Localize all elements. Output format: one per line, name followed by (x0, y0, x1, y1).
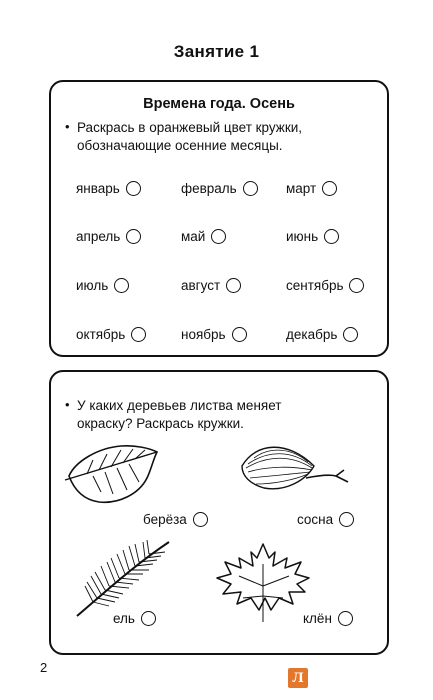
month-label: ноябрь (181, 326, 226, 342)
month-label: январь (76, 180, 120, 196)
month-circle[interactable] (211, 229, 226, 244)
page-title: Занятие 1 (173, 42, 260, 61)
month-circle[interactable] (131, 327, 146, 342)
month-item (181, 178, 258, 198)
month-circle[interactable] (114, 278, 129, 293)
tree-label: клён (303, 610, 332, 626)
month-label: апрель (76, 228, 121, 244)
tree-item (143, 509, 208, 529)
month-circle[interactable] (322, 181, 337, 196)
month-item (181, 324, 247, 344)
month-label: сентябрь (286, 277, 344, 293)
month-item (286, 275, 364, 295)
month-item (76, 178, 141, 198)
maple-leaf-icon (209, 540, 317, 626)
tree-item (297, 509, 354, 529)
card-heading: Времена года. Осень (143, 96, 295, 112)
month-circle[interactable] (126, 181, 141, 196)
instruction-text: Раскрась в оранжевый цвет кружки, обозначающие осенние месяцы. (77, 120, 303, 153)
month-item (76, 226, 141, 246)
logo-letter: Л (292, 670, 304, 686)
trees-card (49, 370, 389, 655)
month-label: май (181, 228, 206, 244)
publisher-logo (288, 668, 308, 688)
tree-label: ель (113, 610, 135, 626)
month-label: март (286, 180, 317, 196)
tree-label: сосна (297, 511, 334, 527)
tree-circle[interactable] (338, 611, 353, 626)
month-circle[interactable] (126, 229, 141, 244)
bullet-icon: • (65, 119, 70, 134)
month-circle[interactable] (243, 181, 258, 196)
autumn-months-card (49, 80, 389, 357)
tree-label: берёза (143, 511, 187, 527)
tree-circle[interactable] (141, 611, 156, 626)
bullet-icon: • (65, 397, 70, 412)
pine-needles-icon (236, 436, 356, 496)
tree-item (303, 608, 353, 628)
page-number: 2 (40, 660, 48, 675)
month-circle[interactable] (343, 327, 358, 342)
month-item (76, 275, 129, 295)
month-circle[interactable] (226, 278, 241, 293)
month-circle[interactable] (349, 278, 364, 293)
tree-item (113, 608, 156, 628)
month-label: август (181, 277, 221, 293)
tree-circle[interactable] (193, 512, 208, 527)
month-label: октябрь (76, 326, 126, 342)
tree-circle[interactable] (339, 512, 354, 527)
month-circle[interactable] (324, 229, 339, 244)
month-item (181, 275, 241, 295)
month-label: февраль (181, 180, 237, 196)
instruction-text: У каких деревьев листва меняет окраску? Раскрась кружки. (77, 398, 282, 431)
month-item (286, 178, 337, 198)
month-label: декабрь (286, 326, 338, 342)
birch-leaf-icon (63, 440, 159, 508)
month-item (286, 226, 339, 246)
month-item (181, 226, 226, 246)
month-label: июль (76, 277, 109, 293)
month-circle[interactable] (232, 327, 247, 342)
month-item (76, 324, 146, 344)
month-item (286, 324, 358, 344)
month-label: июнь (286, 228, 319, 244)
